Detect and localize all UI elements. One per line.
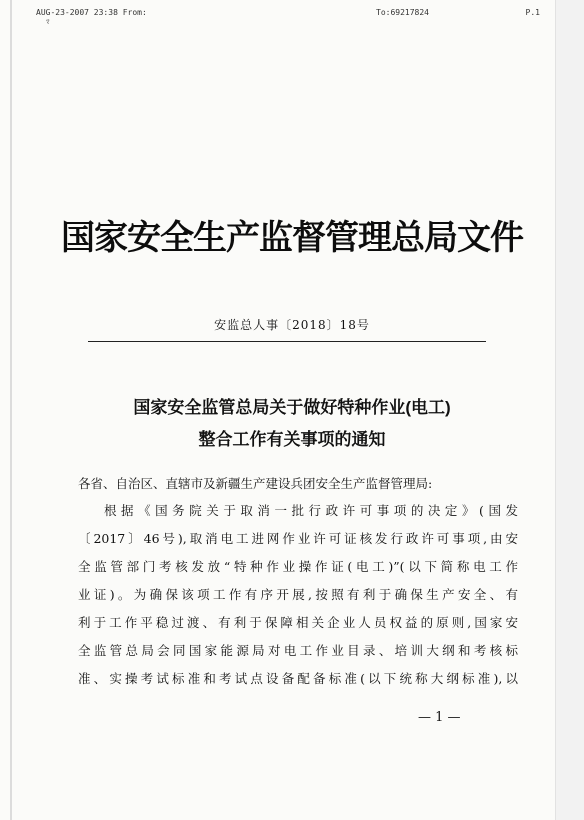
title-divider xyxy=(88,341,486,342)
notice-title xyxy=(0,392,584,456)
document-number: 安监总人事〔2018〕18号 xyxy=(214,318,370,332)
fax-page-indicator: P.1 xyxy=(525,8,540,17)
body-line: 利于工作平稳过渡、有利于保障相关企业人员权益的原则,国家安 xyxy=(78,615,518,630)
notice-title-line2: 整合工作有关事项的通知 xyxy=(198,430,386,449)
fax-sender-info: AUG-23-2007 23:38 From: xyxy=(36,8,147,17)
fax-sender-sub: ﾏ xyxy=(46,18,50,26)
document-title: 国家安全生产监督管理总局文件 xyxy=(61,219,523,257)
body-text xyxy=(78,497,518,693)
page-number: — 1 — xyxy=(418,710,461,725)
body-line: 准、实操考试标准和考试点设备配备标准(以下统称大纲标准),以 xyxy=(78,671,518,686)
fax-recipient-info: To:69217824 xyxy=(376,8,429,17)
notice-title-line1: 国家安全监管总局关于做好特种作业(电工) xyxy=(133,398,451,417)
body-line: 根据《国务院关于取消一批行政许可事项的决定》(国发 xyxy=(104,503,518,518)
body-line: 全监管总局会同国家能源局对电工作业目录、培训大纲和考核标 xyxy=(78,643,518,658)
addressee: 各省、自治区、直辖市及新疆生产建设兵团安全生产监督管理局: xyxy=(78,476,433,491)
body-line: 全监管部门考核发放“特种作业操作证(电工)”(以下简称电工作 xyxy=(78,559,518,574)
body-line: 〔2017〕46号),取消电工进网作业许可证核发行政许可事项,由安 xyxy=(78,531,518,546)
body-line: 业证)。为确保该项工作有序开展,按照有利于确保生产安全、有 xyxy=(78,587,518,602)
fax-header xyxy=(36,8,540,24)
